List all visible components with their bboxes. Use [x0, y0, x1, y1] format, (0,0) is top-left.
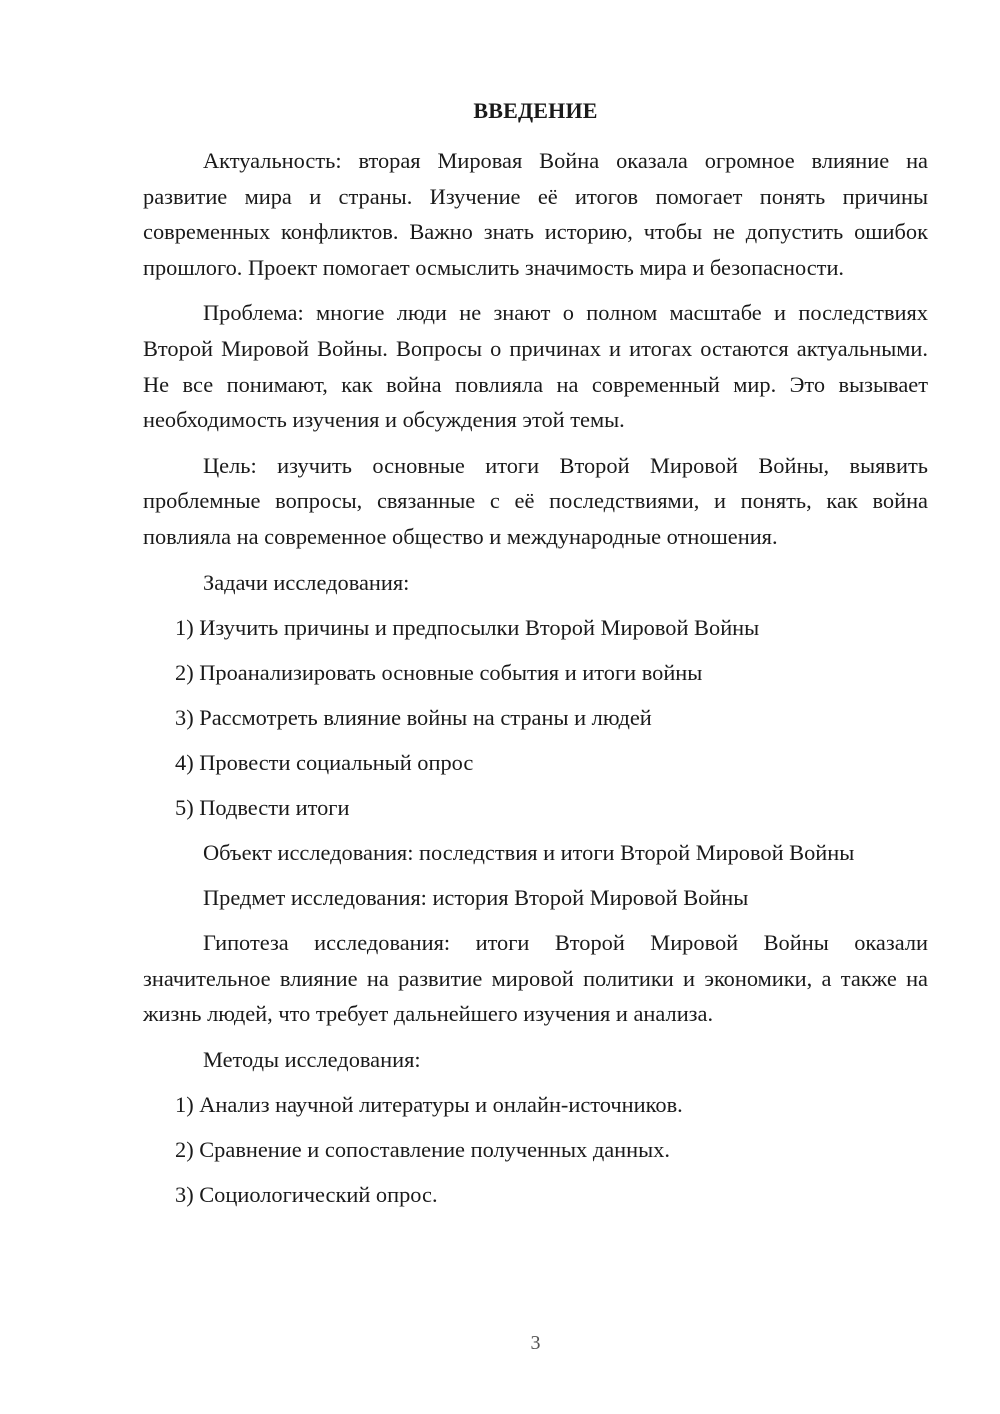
research-object: Объект исследования: последствия и итоги Второй Мировой Войны	[203, 840, 855, 866]
method-item: 2) Сравнение и сопоставление полученных данных.	[175, 1137, 670, 1163]
problem-paragraph: Проблема: многие люди не знают о полном масштабе и последствиях Второй Мировой Войны. Вопросы о причинах и итогах остаются актуальными. Не все понимают, как война повлияла на современный мир. Это вызывает необходимость изучения и обсуждения этой темы.	[143, 300, 928, 433]
task-item: 5) Подвести итоги	[175, 795, 350, 820]
methods-heading: Методы исследования:	[203, 1047, 421, 1073]
task-item: 1) Изучить причины и предпосылки Второй Мировой Войны	[175, 614, 760, 640]
task-item: 4) Провести социальный опрос	[175, 749, 474, 775]
tasks-heading: Задачи исследования:	[203, 569, 410, 595]
page-number: 3	[530, 1332, 541, 1354]
hypothesis-paragraph: Гипотеза исследования: итоги Второй Мировой Войны оказали значительное влияние на развитие мировой политики и экономики, а также на жизнь людей, что требует дальнейшего изучения и анализа.	[143, 930, 928, 1027]
goal-paragraph: Цель: изучить основные итоги Второй Мировой Войны, выявить проблемные вопросы, связанные с её последствиями, и понять, как война повлияла на современное общество и международные отношения.	[143, 452, 928, 549]
task-item: 3) Рассмотреть влияние войны на страны и людей	[175, 704, 652, 730]
page-title: ВВЕДЕНИЕ	[473, 98, 598, 123]
task-item: 2) Проанализировать основные события и итоги войны	[175, 659, 703, 685]
method-item: 3) Социологический опрос.	[175, 1182, 438, 1208]
method-item: 1) Анализ научной литературы и онлайн-источников.	[175, 1092, 683, 1118]
document-body	[143, 143, 928, 1222]
research-subject: Предмет исследования: история Второй Мировой Войны	[203, 885, 749, 911]
document-page	[143, 0, 928, 1414]
relevance-paragraph: Актуальность: вторая Мировая Война оказала огромное влияние на развитие мира и страны. Изучение её итогов помогает понять причины современных конфликтов. Важно знать историю, чтобы не допустить ошибок прошлого. Проект помогает осмыслить значимость мира и безопасности.	[143, 148, 928, 280]
